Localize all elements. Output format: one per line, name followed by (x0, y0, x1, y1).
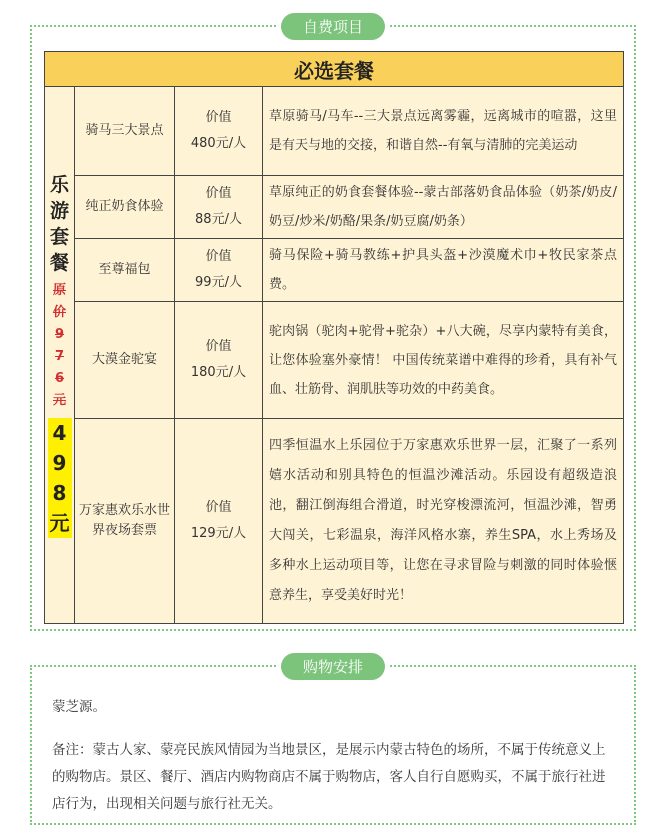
shopping-note: 备注：蒙古人家、蒙亮民族风情园为当地景区，是展示内蒙古特色的场所，不属于传统意义上的购物店。景区、餐厅、酒店内购物商店不属于购物店，客人自行自愿购买，不属于旅行社进店行为，出现相关问题与旅行社无关。 (52, 742, 606, 812)
item-name: 骑马三大景点 (75, 87, 175, 176)
item-price: 480元/人 (190, 136, 247, 151)
table-header-row (45, 52, 624, 87)
price-label: 价值 (205, 249, 232, 264)
price-label: 价值 (205, 339, 232, 354)
package-name: 乐游套餐 (49, 174, 69, 274)
shopping-pill: 购物安排 (281, 653, 385, 680)
package-side-cell (45, 87, 75, 624)
item-price-cell (175, 87, 263, 176)
self-pay-pill: 自费项目 (281, 13, 385, 40)
price-label: 价值 (205, 186, 232, 201)
item-name: 纯正奶食体验 (75, 176, 175, 239)
item-price: 88元/人 (195, 212, 242, 227)
item-desc: 驼肉锅（驼肉+驼骨+驼杂）+八大碗，尽享内蒙特有美食，让您体验塞外豪情！ 中国传统菜谱中难得的珍肴，具有补气血、壮筋骨、润肌肤等功效的中药美食。 (263, 302, 624, 419)
item-name: 万家惠欢乐水世界夜场套票 (75, 419, 175, 624)
item-price-cell (175, 239, 263, 302)
price-label: 价值 (205, 500, 232, 515)
table-row (45, 239, 624, 302)
table-title: 必选套餐 (45, 52, 624, 87)
item-desc: 草原纯正的奶食套餐体验--蒙古部落奶食品体验（奶茶/奶皮/奶豆/炒米/奶酪/果条/奶豆腐/奶条） (263, 176, 624, 239)
item-price-cell (175, 302, 263, 419)
item-desc: 草原骑马/马车--三大景点远离雾霾，远离城市的喧嚣，这里是有天与地的交接，和谐自然--有氧与清肺的完美运动 (263, 87, 624, 176)
table-row (45, 302, 624, 419)
item-name: 大漠金驼宴 (75, 302, 175, 419)
item-price-cell (175, 419, 263, 624)
price-label: 价值 (205, 110, 232, 125)
package-price: 498元 (48, 418, 72, 538)
shop-name: 蒙芝源。 (52, 699, 106, 715)
item-price: 99元/人 (195, 275, 242, 290)
item-desc: 骑马保险+骑马教练+护具头盔+沙漠魔术巾+牧民家茶点费。 (263, 239, 624, 302)
original-price: 原价976元 (52, 283, 66, 408)
item-price-cell (175, 176, 263, 239)
item-price: 180元/人 (190, 365, 247, 380)
shopping-section (30, 658, 636, 825)
table-row (45, 87, 624, 176)
self-pay-section (30, 18, 636, 631)
package-table (44, 51, 624, 624)
table-row (45, 419, 624, 624)
table-row (45, 176, 624, 239)
item-name: 至尊福包 (75, 239, 175, 302)
item-desc: 四季恒温水上乐园位于万家惠欢乐世界一层，汇聚了一系列嬉水活动和别具特色的恒温沙滩活动。乐园设有超级造浪池，翻江倒海组合滑道，时光穿梭漂流河，恒温沙滩，智勇大闯关，七彩温泉，海洋风格水寨，养生SPA，水上秀场及多种水上运动项目等，让您在寻求冒险与刺激的同时体验惬意养生，享受美好时光！ (263, 419, 624, 624)
item-price: 129元/人 (190, 526, 247, 541)
